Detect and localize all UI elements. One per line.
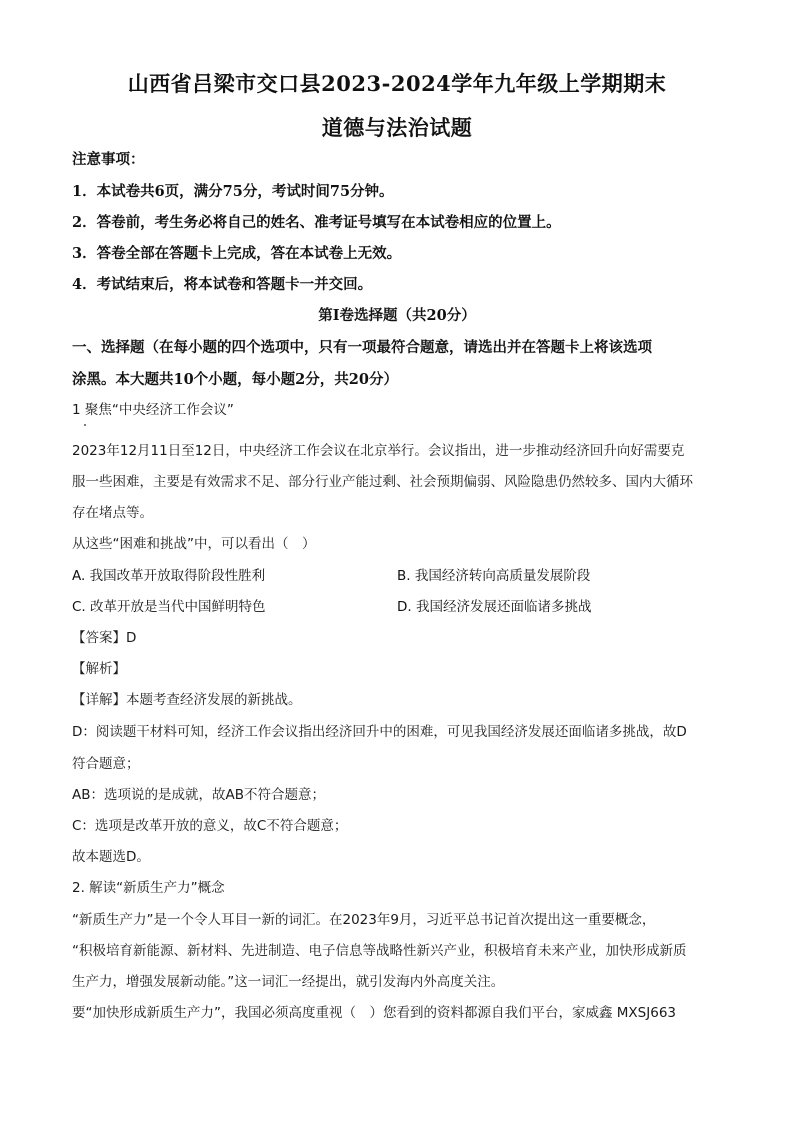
exam-subject-title: 道德与法治试题 <box>321 115 473 140</box>
option-b: B. 我国经济转向高质量发展阶段 <box>397 568 591 584</box>
answer-label: 【答案】D <box>72 630 137 646</box>
detail-text: 【详解】本题考查经济发展的新挑战。 <box>72 692 302 708</box>
question-1-stem: 服一些困难，主要是有效需求不足、部分行业产能过剩、社会预期偏弱、风险隐患仍然较多、国内大循环 <box>72 474 693 490</box>
option-a: A. 我国改革开放取得阶段性胜利 <box>72 568 266 584</box>
analysis-label: 【解析】 <box>72 661 126 677</box>
notes-item: 3．答卷全部在答题卡上完成，答在本试卷上无效。 <box>72 245 402 262</box>
notes-item: 4．考试结束后，将本试卷和答题卡一并交回。 <box>72 276 373 293</box>
explanation-line: 符合题意； <box>72 756 140 772</box>
section-instruction: 涂黑。本大题共10个小题，每小题2分，共20分） <box>72 371 398 388</box>
question-2-stem: 生产力，增强发展新动能。”这一词汇一经提出，就引发海内外高度关注。 <box>72 974 505 990</box>
section-heading: 第Ⅰ卷选择题（共20分） <box>318 307 476 324</box>
exam-title: 山西省吕梁市交口县2023-2024学年九年级上学期期末 <box>127 71 667 96</box>
explanation-line: C：选项是改革开放的意义，故C不符合题意； <box>72 818 348 834</box>
question-2-stem: “新质生产力”是一个令人耳目一新的词汇。在2023年9月，习近平总书记首次提出这一重要概念， <box>72 912 656 928</box>
option-c: C. 改革开放是当代中国鲜明特色 <box>72 599 266 615</box>
question-2-title: 2. 解读“新质生产力”概念 <box>72 880 225 896</box>
question-2-prompt: 要“加快形成新质生产力”，我国必须高度重视（ ）您看到的资料都源自我们平台，家威鑫 MXSJ663 <box>72 1005 676 1021</box>
explanation-line: AB：选项说的是成就，故AB不符合题意； <box>72 787 325 803</box>
question-1-stem: 2023年12月11日至12日，中央经济工作会议在北京举行。会议指出，进一步推动经济回升向好需要克 <box>72 443 685 459</box>
explanation-line: D：阅读题干材料可知，经济工作会议指出经济回升中的困难，可见我国经济发展还面临诸多挑战，故D <box>72 724 687 740</box>
notes-item: 2．答卷前，考生务必将自己的姓名、准考证号填写在本试卷相应的位置上。 <box>72 214 561 231</box>
question-2-stem: “积极培育新能源、新材料、先进制造、电子信息等战略性新兴产业，积极培育未来产业，加快形成新质 <box>72 943 687 959</box>
stray-dot <box>84 424 86 426</box>
notes-item: 1．本试卷共6页，满分75分，考试时间75分钟。 <box>72 183 394 200</box>
question-1-stem: 存在堵点等。 <box>72 505 153 521</box>
explanation-line: 故本题选D。 <box>72 849 150 865</box>
notes-heading: 注意事项： <box>72 151 145 168</box>
section-instruction: 一、选择题（在每小题的四个选项中，只有一项最符合题意，请选出并在答题卡上将该选项 <box>72 339 652 356</box>
option-d: D. 我国经济发展还面临诸多挑战 <box>397 599 592 615</box>
question-1-title: 1 聚焦“中央经济工作会议” <box>72 402 234 418</box>
question-1-prompt: 从这些“困难和挑战”中，可以看出（ ） <box>72 536 316 552</box>
